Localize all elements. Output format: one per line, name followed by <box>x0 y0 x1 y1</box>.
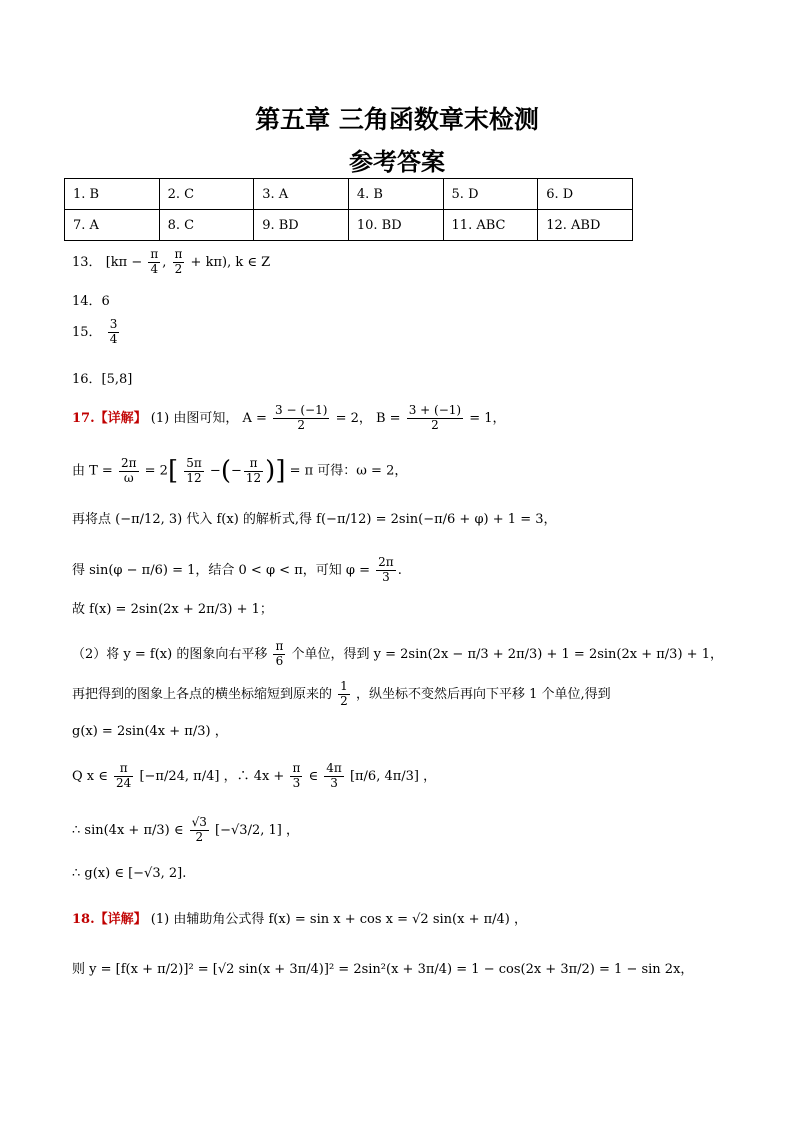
answer-cell: 1. B <box>65 179 160 210</box>
fraction <box>407 404 463 433</box>
solution-17-line-6 <box>72 640 723 669</box>
denominator: 2 <box>431 417 439 432</box>
math-expr: (4x + π/3) <box>144 724 211 739</box>
math-text: 则 y = <box>72 962 112 977</box>
numerator: √3 <box>191 815 207 829</box>
math-text: [kπ − <box>105 254 143 270</box>
math-text: 得 sin <box>72 562 109 578</box>
denominator: 12 <box>186 470 202 485</box>
answer-cell: 3. A <box>254 179 349 210</box>
math-expr: (2x + π/3) <box>616 646 683 662</box>
math-text: = π 可得：ω = 2， <box>289 463 408 479</box>
q-number: 18. <box>72 912 95 927</box>
math-text: ，纵坐标不变然后再向下平移 1 个单位,得到 <box>355 686 611 702</box>
q-label: 【详解】 <box>94 912 147 927</box>
fraction <box>273 404 329 433</box>
solution-17-line-8 <box>72 720 228 739</box>
numerator: 4π <box>326 761 342 775</box>
answer-14: 14．6 <box>72 294 110 309</box>
math-text: ，∴ 4x + <box>223 768 285 784</box>
denominator: 2 <box>340 693 348 708</box>
numerator: 2π <box>120 455 137 470</box>
solution-17-line-11: ∴ g(x) ∈ [−√3, 2]. <box>72 866 187 881</box>
math-text: (1) 由辅助角公式得 f(x) = sin x + cos x = √2 sin <box>150 912 453 927</box>
denominator: 24 <box>116 775 132 790</box>
numerator: 3 <box>109 317 118 331</box>
math-text: (1) 由图可知， <box>150 410 239 426</box>
math-expr: (2x + 2π/3) <box>158 602 233 617</box>
math-expr: (x + π/4) <box>452 912 510 927</box>
solution-17-line-7 <box>72 680 611 709</box>
math-text: （2）将 y = f(x) 的图象向右平移 <box>72 646 268 662</box>
q-number: 17. <box>72 410 95 426</box>
math-expr: (−π/12, 3) <box>115 512 183 527</box>
math-text: = 1 − cos <box>456 962 521 977</box>
math-text: 代入 f(x) 的解析式,得 f <box>186 512 321 527</box>
answer-cell: 11. ABC <box>443 210 538 241</box>
math-expr: (x + 3π/4) <box>386 962 453 977</box>
math-text: ， <box>423 768 437 784</box>
fraction <box>108 318 120 347</box>
denominator: 3 <box>292 775 301 790</box>
math-text: B = <box>376 410 401 426</box>
math-text: − <box>209 463 221 479</box>
numerator: 5π <box>186 455 202 470</box>
fraction <box>338 680 350 709</box>
denominator: 3 <box>382 569 390 584</box>
math-text: = 1，结合 0 < φ < π，可知 φ = <box>172 562 371 578</box>
math-text: 再把得到的图象上各点的横坐标缩短到原来的 <box>72 686 333 702</box>
answer-cell: 2. C <box>159 179 254 210</box>
math-text: = 1 − sin 2x， <box>599 962 694 977</box>
math-expr: (2x + 3π/2) <box>520 962 595 977</box>
math-expr: (4x + π/3) <box>103 822 170 838</box>
fraction <box>290 762 302 791</box>
fraction <box>244 457 263 486</box>
q-number: 13． <box>72 254 102 270</box>
denominator: 2 <box>297 417 306 432</box>
page-subtitle: 参考答案 <box>349 148 445 176</box>
answer-cell: 7. A <box>65 210 160 241</box>
solution-17-line-1 <box>72 404 506 433</box>
math-expr: (−π/12) <box>320 512 372 527</box>
answer-cell: 12. ABD <box>538 210 633 241</box>
numerator: 3 − (−1) <box>275 403 328 417</box>
math-expr: [π/6, 4π/3] <box>349 768 420 784</box>
math-text: 再将点 <box>72 512 112 527</box>
answer-16: 16．[5,8] <box>72 372 133 387</box>
solution-18-line-1 <box>72 908 527 927</box>
solution-17-line-3 <box>72 508 557 527</box>
denominator: 6 <box>275 653 284 668</box>
solution-17-line-4: 得 sin(φ − π/6) = 1，结合 0 < φ < π，可知 φ = $\frac{2\pi}{3}$ . <box>72 555 402 584</box>
math-expr: [−π/24, π/4] <box>139 768 220 784</box>
math-text: ， <box>214 724 228 739</box>
math-text: + 1； <box>236 602 273 617</box>
math-text: A = <box>242 410 267 426</box>
answer-cell: 6. D <box>538 179 633 210</box>
math-text: + 1， <box>686 646 723 662</box>
fraction <box>148 248 160 277</box>
math-text: ， <box>514 912 528 927</box>
solution-17-line-10 <box>72 816 299 845</box>
solution-17-line-5 <box>72 598 273 617</box>
answer-13: 13． [kπ − $\frac{\pi}{4}$ , $\frac{\pi}{2}$ + kπ), k ∈ Z <box>72 247 271 276</box>
fraction <box>376 556 396 585</box>
answer-cell: 10. BD <box>348 210 443 241</box>
numerator: π <box>114 762 133 777</box>
solution-17-line-9 <box>72 762 436 791</box>
page-title: 第五章 三角函数章末检测 <box>255 105 539 134</box>
numerator: 3 + (−1) <box>408 403 462 417</box>
answer-cell: 8. C <box>159 210 254 241</box>
denominator: ω <box>123 470 134 485</box>
table-row <box>65 179 633 210</box>
numerator: π <box>150 247 159 261</box>
fraction <box>184 457 204 486</box>
math-text: + 1 = 3， <box>492 512 557 527</box>
fraction <box>119 457 139 486</box>
fraction <box>324 762 344 791</box>
math-text: = 2sin² <box>338 962 387 977</box>
fraction <box>190 816 209 845</box>
math-expr: (φ − π/6) <box>108 562 168 578</box>
numerator: π <box>275 639 284 653</box>
answer-cell: 4. B <box>348 179 443 210</box>
fraction <box>114 762 133 791</box>
numerator: 2π <box>378 555 394 569</box>
math-text: ∈ <box>173 822 184 838</box>
math-text: = 1， <box>469 410 506 426</box>
numerator: π <box>292 761 301 775</box>
math-text: = 2， <box>335 410 372 426</box>
math-expr: (−π/6 + φ) <box>418 512 489 527</box>
denominator: 4 <box>150 261 159 276</box>
numerator: π <box>174 247 183 261</box>
denominator: 2 <box>195 829 204 844</box>
math-text: g(x) = 2sin <box>72 724 145 739</box>
solution-18-line-2 <box>72 958 693 977</box>
table-row <box>65 210 633 241</box>
denominator: 3 <box>330 775 338 790</box>
numerator: 1 <box>340 679 348 693</box>
q-number: 15． <box>72 324 102 340</box>
math-text: ∴ sin <box>72 822 104 838</box>
answer-table <box>64 178 633 241</box>
answer-cell: 9. BD <box>254 210 349 241</box>
denominator: 2 <box>174 261 183 276</box>
fraction <box>273 640 285 669</box>
math-text: ∈ <box>308 768 319 784</box>
math-expr: [−√3/2, 1] <box>215 822 282 838</box>
math-text: 由 T = <box>72 463 113 479</box>
math-text: Q x ∈ <box>72 768 108 784</box>
numerator: π <box>244 457 263 472</box>
math-expr: [f(x + π/2)]² = [√2 sin(x + 3π/4)]² <box>115 962 335 977</box>
math-text: = 2sin <box>375 512 419 527</box>
fraction <box>173 248 185 277</box>
solution-17-line-2: 由 T = $\frac{2\pi}{\omega}$ = 2[ $\frac{5\pi}{12}$ −(− $\frac{\pi}{12}$ )] = π 可得：ω = 2， <box>72 455 408 486</box>
q-label: 【详解】 <box>94 410 147 426</box>
math-text: + kπ), k ∈ Z <box>190 254 271 270</box>
math-text: + 1 = 2sin <box>546 646 617 662</box>
answer-cell: 5. D <box>443 179 538 210</box>
math-text: 故 f(x) = 2sin <box>72 602 159 617</box>
denominator: 4 <box>109 331 118 346</box>
math-text: 个单位，得到 y = 2sin <box>291 646 428 662</box>
math-text: ， <box>285 822 299 838</box>
denominator: 12 <box>245 470 262 485</box>
math-text: = 2 <box>144 463 168 479</box>
answer-15 <box>72 318 121 347</box>
math-expr: (2x − π/3 + 2π/3) <box>427 646 543 662</box>
